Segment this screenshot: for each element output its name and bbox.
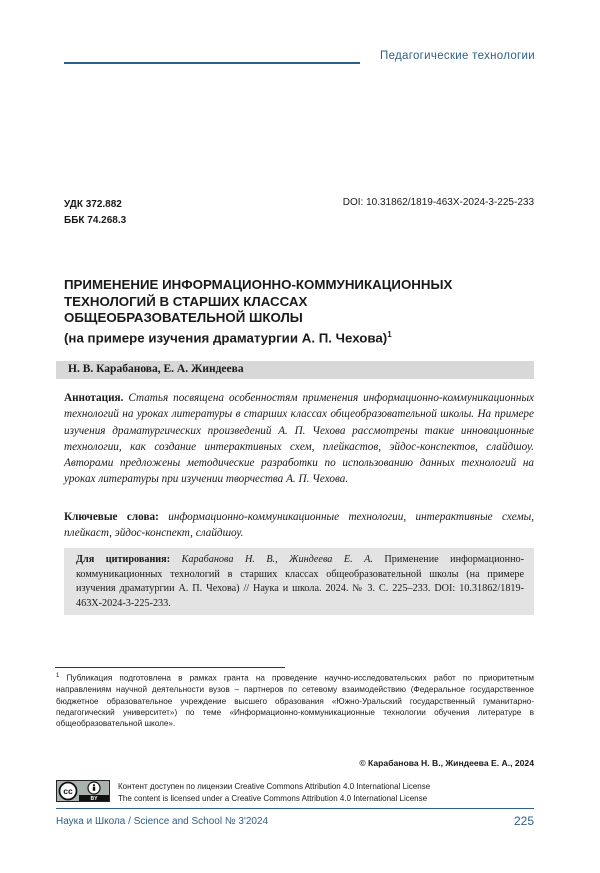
title-subtitle: (на примере изучения драматургии А. П. Чехова) [64,329,388,345]
classification-codes [64,197,126,229]
footnote-divider [55,667,285,668]
license-en: The content is licensed under a Creative Commons Attribution 4.0 International License [118,793,428,803]
abstract-text: Статья посвящена особенностям применения информационно-коммуникационных технологий на уроках литературы в старших классах общеобразовательной школы. На примере изучения драматургических произведений А. П. Чехова рассмотрены такие инновационные технологии, как создание интерактивных схем, плейкастов, эйдос-конспектов, слайдшоу. Авторами предложены методические разработки по использованию данных технологий на уроках литературы при изучении творчества А. П. Чехова. [64,392,534,486]
cc-by-badge-graphic [57,781,109,801]
journal-footer: Наука и Школа / Science and School № 3'2024 [56,816,269,827]
footnote-text: Публикация подготовлена в рамках гранта на проведение научно-исследовательских работ по приоритетным направлениям научной деятельности вузов – партнеров по сетевому взаимодействию (Федеральное государственное бюджетное образовательное учреждение высшего образования «Южно-Уральский государственный гуманитарно-педагогический университет») по теме «Информационно-коммуникационные технологии обучения литературе в общеобразовательной школе». [56,673,534,729]
keywords-text: информационно-коммуникационные технологии, интерактивные схемы, плейкаст, эйдос-конспект, слайдшоу. [64,511,534,539]
license-ru: Контент доступен по лицензии Creative Commons Attribution 4.0 International License [118,782,431,791]
authors: Н. В. Карабанова, Е. А. Жиндеева [68,363,244,375]
license-text [118,781,430,804]
citation-authors: Карабанова Н. В., Жиндеева Е. А. [181,554,373,565]
article-title [64,277,534,346]
keywords [64,509,534,541]
abstract [64,390,534,488]
title-line: ПРИМЕНЕНИЕ ИНФОРМАЦИОННО-КОММУНИКАЦИОННЫХ [64,277,453,292]
keywords-label: Ключевые слова: [64,511,159,523]
footnote-mark: 1 [56,673,60,679]
cc-by-license-icon[interactable] [56,780,110,802]
svg-text:cc: cc [63,786,73,797]
bbk-code: ББК 74.268.3 [64,215,127,226]
footnote-marker[interactable]: 1 [387,329,392,339]
section-title: Педагогические технологии [380,50,535,62]
title-line-subtitle [64,327,534,347]
footer-rule [56,808,534,809]
abstract-label: Аннотация. [64,392,124,404]
title-line: ТЕХНОЛОГИЙ В СТАРШИХ КЛАССАХ [64,293,308,309]
citation-label: Для цитирования: [76,554,171,565]
doi[interactable]: DOI: 10.31862/1819-463X-2024-3-225-233 [342,197,534,208]
copyright: © Карабанова Н. В., Жиндеева Е. А., 2024 [359,758,534,768]
badge-by-text: BY [90,796,98,801]
title-line: ОБЩЕОБРАЗОВАТЕЛЬНОЙ ШКОЛЫ [64,310,303,325]
citation [76,553,524,611]
udk-code: УДК 372.882 [64,199,122,210]
page-number: 225 [513,814,534,828]
footnote [56,671,534,730]
header-rule [64,62,360,64]
citation-text: Применение информационно-коммуникационных технологий в старших классах общеобразовательной школы (на примере изучения драматургии А. П. Чехова) // Наука и школа. 2024. № 3. С. 225–233. DOI: 10.31862/1819-463X-2024-3-225-233. [76,554,525,609]
